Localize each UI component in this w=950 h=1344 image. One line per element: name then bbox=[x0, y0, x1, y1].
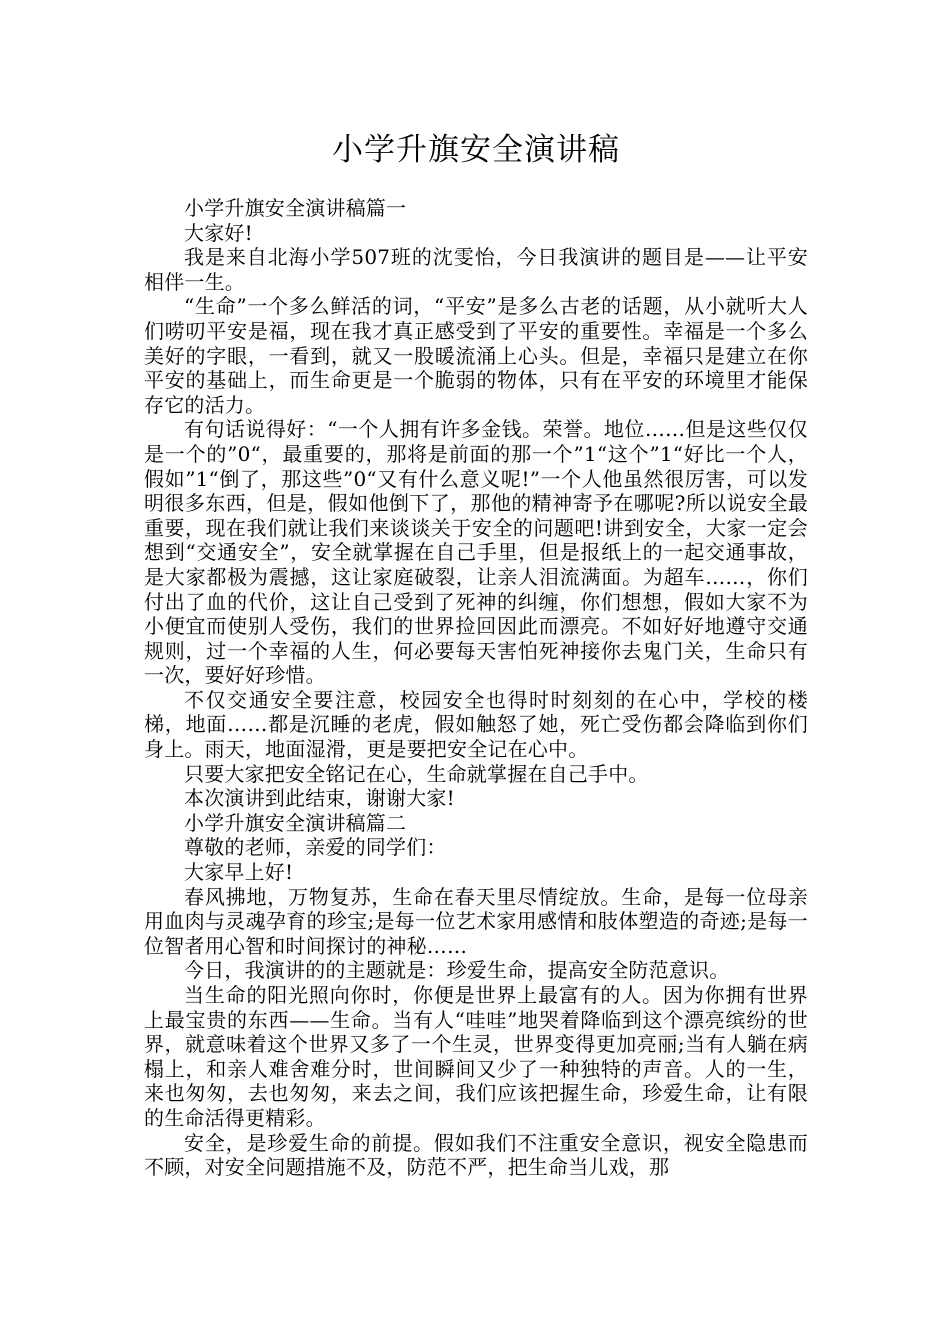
body-paragraph: 只要大家把安全铭记在心，生命就掌握在自己手中。 bbox=[184, 761, 649, 786]
body-paragraph: 安全，是珍爱生命的前提。假如我们不注重安全意识，视安全隐患而不顾，对安全问题措施不及，防范不严，把生命当儿戏，那 bbox=[144, 1130, 808, 1180]
body-paragraph: 春风拂地，万物复苏，生命在春天里尽情绽放。生命，是每一位母亲用血肉与灵魂孕育的珍宝;是每一位艺术家用感情和肢体塑造的奇迹;是每一位智者用心智和时间探讨的神秘…… bbox=[144, 884, 808, 958]
greeting-paragraph: 大家早上好! bbox=[184, 860, 294, 885]
body-paragraph: 我是来自北海小学507班的沈雯怡，今日我演讲的题目是——让平安相伴一生。 bbox=[144, 245, 808, 294]
greeting-paragraph: 大家好! bbox=[184, 220, 253, 245]
body-paragraph: 不仅交通安全要注意，校园安全也得时时刻刻的在心中，学校的楼梯，地面……都是沉睡的老虎，假如触怒了她，死亡受伤都会降临到你们身上。雨天，地面湿滑，更是要把安全记在心中。 bbox=[144, 687, 808, 762]
body-paragraph: 有句话说得好：“一个人拥有许多金钱。荣誉。地位……但是这些仅仅是一个的”0“，最重要的，那将是前面的那一个”1“这个”1“好比一个人，假如”1“倒了，那这些”0“又有什么意义呢!”一个人他虽然很厉害，可以发明很多东西，但是，假如他倒下了，那他的精神寄予在哪呢?所以说安全最重要，现在我们就让我们来谈谈关于安全的问题吧!讲到安全，大家一定会想到“交通安全”，安全就掌握在自己手里，但是报纸上的一起交通事故，是大家都极为震撼，这让家庭破裂，让亲人泪流满面。为超车……，你们付出了血的代价，这让自己受到了死神的纠缠，你们想想，假如大家不为小便宜而使别人受伤，我们的世界捡回因此而漂亮。不如好好地遵守交通规则，过一个幸福的人生，何必要每天害怕死神接你去鬼门关，生命只有一次，要好好珍惜。 bbox=[144, 417, 808, 688]
body-paragraph: 今日，我演讲的的主题就是：珍爱生命，提高安全防范意识。 bbox=[184, 958, 730, 983]
document-title: 小学升旗安全演讲稿 bbox=[332, 132, 620, 168]
body-paragraph: 当生命的阳光照向你时，你便是世界上最富有的人。因为你拥有世界上最宝贵的东西——生命。当有人“哇哇”地哭着降临到这个漂亮缤纷的世界，就意味着这个世界又多了一个生灵，世界变得更加亮丽;当有人躺在病榻上，和亲人难舍难分时，世间瞬间又少了一种独特的声音。人的一生，来也匆匆，去也匆匆，来去之间，我们应该把握生命，珍爱生命，让有限的生命活得更精彩。 bbox=[144, 983, 808, 1130]
document-body bbox=[144, 196, 808, 1180]
section-heading-2: 小学升旗安全演讲稿篇二 bbox=[184, 810, 407, 835]
document-page bbox=[144, 128, 808, 1180]
section-heading-1: 小学升旗安全演讲稿篇一 bbox=[184, 196, 407, 220]
salutation-paragraph: 尊敬的老师，亲爱的同学们： bbox=[184, 835, 447, 860]
body-paragraph: “生命”一个多么鲜活的词，“平安”是多么古老的话题，从小就听大人们唠叨平安是福，现在我才真正感受到了平安的重要性。幸福是一个多么美好的字眼，一看到，就又一股暖流涌上心头。但是，幸福只是建立在你平安的基础上，而生命更是一个脆弱的物体，只有在平安的环境里才能保存它的活力。 bbox=[144, 294, 808, 417]
closing-paragraph: 本次演讲到此结束，谢谢大家! bbox=[184, 786, 455, 811]
